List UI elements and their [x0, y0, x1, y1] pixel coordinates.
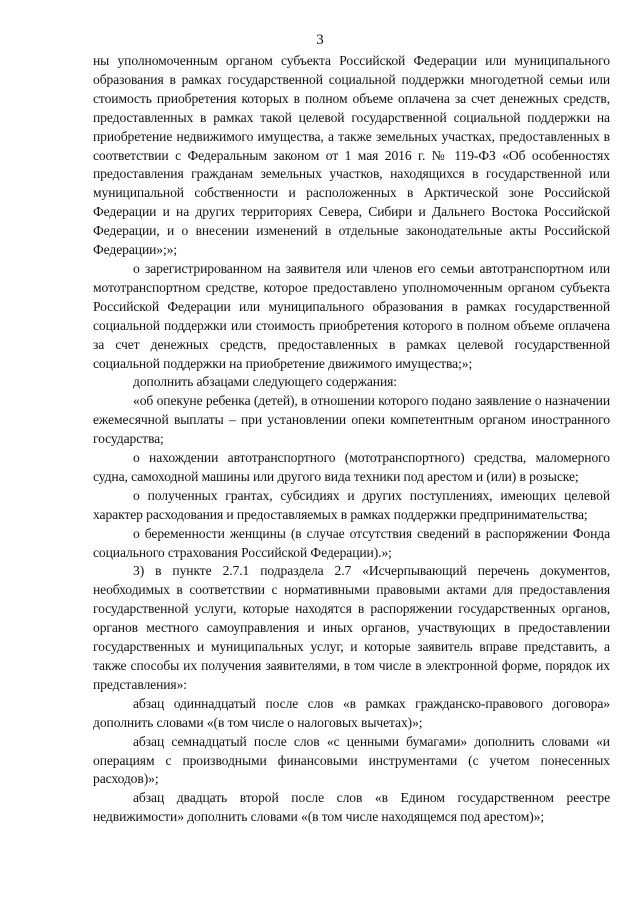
- document-body: [93, 52, 610, 827]
- paragraph-4: «об опекуне ребенка (детей), в отношении которого подано заявление о назначении ежемесячной выплаты – при установлении опеки компетентным органом иностранного государства;: [93, 393, 610, 447]
- paragraph-2: о зарегистрированном на заявителя или членов его семьи автотранспортном или мототранспортном средстве, которое предоставлено уполномоченным органом субъекта Российской Федерации или муниципального образования в рамках государственной социальной поддержки или стоимость приобретения которого в полном объеме оплачена за счет денежных средств, предоставленных в рамках целевой государственной социальной поддержки на приобретение движимого имущества;»;: [93, 260, 610, 371]
- paragraph-5: о нахождении автотранспортного (мототранспортного) средства, маломерного судна, самоходной машины или другого вида техники под арестом и (или) в розыске;: [93, 450, 610, 484]
- page-number: 3: [316, 32, 324, 48]
- paragraph-6: о полученных грантах, субсидиях и других поступлениях, имеющих целевой характер расходования и предоставляемых в рамках поддержки предпринимательства;: [93, 487, 610, 522]
- paragraph-11: абзац двадцать второй после слов «в Едином государственном реестре недвижимости» дополнить словами «(в том числе находящемся под арестом)»;: [93, 790, 610, 825]
- paragraph-3: дополнить абзацами следующего содержания:: [133, 374, 397, 390]
- paragraph-10: абзац семнадцатый после слов «с ценными бумагами» дополнить словами «и операциям с производными финансовыми инструментами (с учетом понесенных расходов)»;: [93, 733, 610, 787]
- paragraph-1: ны уполномоченным органом субъекта Российской Федерации или муниципального образования в рамках государственной социальной поддержки многодетной семьи или стоимость приобретения которых в полном объеме оплачена за счет денежных средств, предоставленных в рамках такой целевой государственной социальной поддержки на приобретение недвижимого имущества, а также земельных участках, предоставленных в соответствии с Федеральным законом от 1 мая 2016 г. № 119-ФЗ «Об особенностях предоставления гражданам земельных участков, находящихся в государственной или муниципальной собственности и расположенных в Арктической зоне Российской Федерации и на других территориях Севера, Сибири и Дальнего Востока Российской Федерации, и о внесении изменений в отдельные законодательные акты Российской Федерации»;»;: [93, 53, 610, 258]
- paragraph-7: о беременности женщины (в случае отсутствия сведений в распоряжении Фонда социального страхования Российской Федерации).»;: [93, 525, 610, 560]
- paragraph-8: 3) в пункте 2.7.1 подраздела 2.7 «Исчерпывающий перечень документов, необходимых в соответствии с нормативными правовыми актами для предоставления государственной услуги, которые находятся в распоряжении государственных органов, органов местного самоуправления и иных органов, участвующих в предоставлении государственных и муниципальных услуг, и которые заявитель вправе представить, а также способы их получения заявителями, в том числе в электронной форме, порядок их представления»:: [93, 563, 610, 692]
- paragraph-9: абзац одиннадцатый после слов «в рамках гражданско-правового договора» дополнить словами «(в том числе о налоговых вычетах)»;: [93, 695, 610, 730]
